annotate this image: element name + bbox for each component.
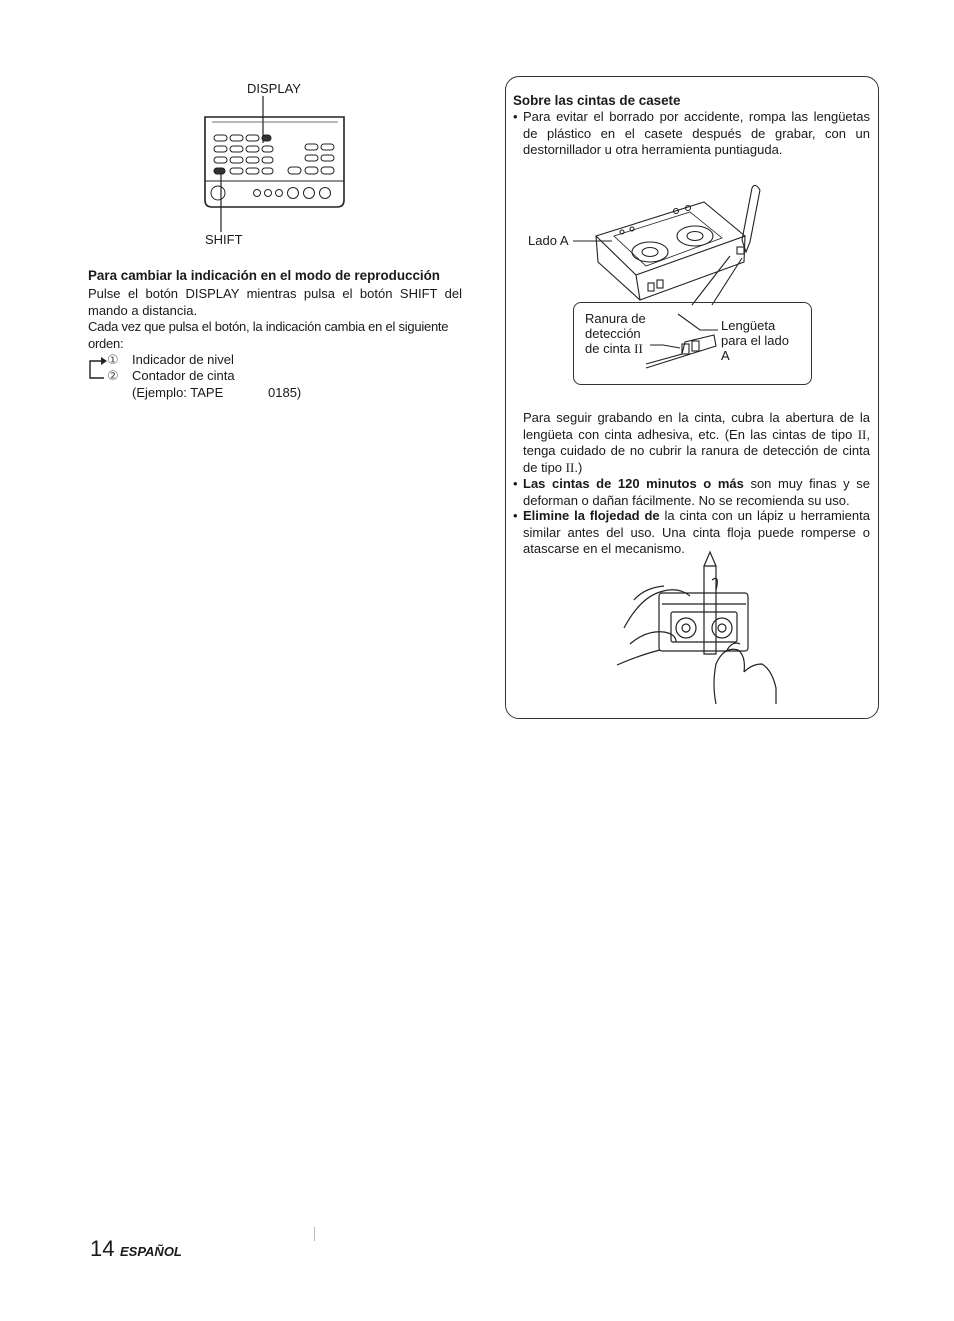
- binding-mark: [314, 1227, 315, 1241]
- tab-label-line: Lengüeta: [721, 318, 776, 333]
- list-item-marker: ②: [107, 368, 119, 383]
- slot-label-line: de cinta II: [585, 341, 643, 356]
- long-tape-warning: Las cintas de 120 minutos o más son muy finas y se deforman o dañan fácilmente. No se recomienda su uso.: [523, 476, 870, 508]
- bullet-dot: •: [513, 476, 518, 491]
- page-number: 14: [90, 1236, 115, 1261]
- language-label: ESPAÑOL: [120, 1244, 182, 1259]
- order-paragraph: Cada vez que pulsa el botón, la indicación cambia en el siguiente orden:: [88, 319, 449, 351]
- list-item: Indicador de nivel: [132, 352, 234, 367]
- shift-label: SHIFT: [205, 232, 243, 247]
- slot-label-line: detección: [585, 326, 641, 341]
- slack-removal-paragraph: Elimine la flojedad de la cinta con un lápiz u herramienta similar antes del uso. Una cinta floja puede romperse o atascarse en el mecanismo.: [523, 508, 870, 557]
- list-item-marker: ①: [107, 352, 119, 367]
- cassette-heading: Sobre las cintas de casete: [513, 93, 681, 108]
- erase-protection-paragraph: Para evitar el borrado por accidente, rompa las lengüetas de plástico en el casete después de grabar, con un destornillador u otra herramienta puntiaguda.: [523, 109, 870, 158]
- bullet-dot: •: [513, 508, 518, 523]
- playback-indication-heading: Para cambiar la indicación en el modo de reproducción: [88, 268, 440, 283]
- slot-label-line: Ranura de: [585, 311, 646, 326]
- bullet-dot: •: [513, 109, 518, 124]
- cover-tab-paragraph: Para seguir grabando en la cinta, cubra la abertura de la lengüeta con cinta adhesiva, etc. (En las cintas de tipo II, tenga cuidado de no cubrir la ranura de detección de cinta de tipo II.): [523, 410, 870, 475]
- example-prefix: (Ejemplo: TAPE: [132, 385, 224, 400]
- example-value: 0185): [268, 385, 302, 400]
- list-item: Contador de cinta: [132, 368, 235, 383]
- tab-label-line: A: [721, 348, 730, 363]
- tab-label-line: para el lado: [721, 333, 789, 348]
- playback-instruction-paragraph: Pulse el botón DISPLAY mientras pulsa el botón SHIFT del mando a distancia.: [88, 286, 462, 318]
- display-label: DISPLAY: [247, 81, 301, 96]
- side-a-label: Lado A: [528, 233, 569, 248]
